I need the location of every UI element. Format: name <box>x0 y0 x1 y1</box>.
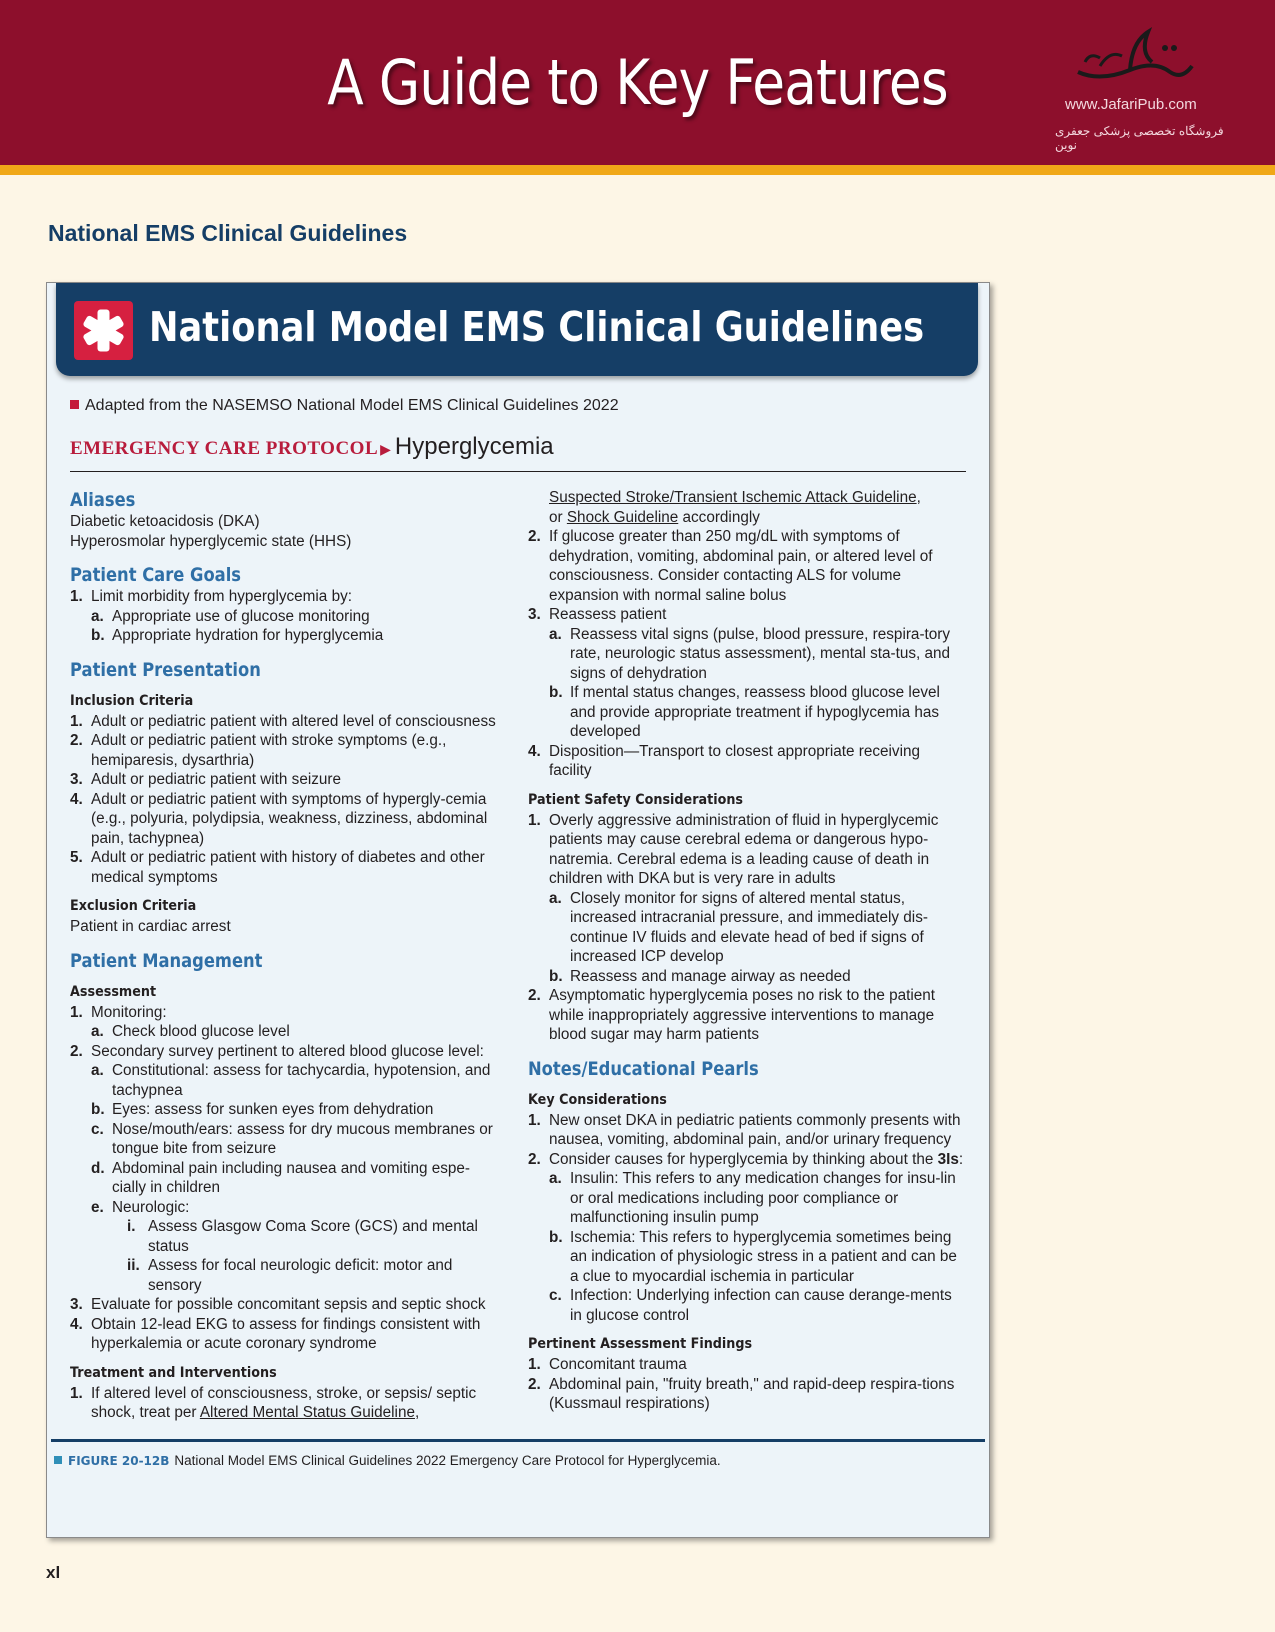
calligraphy-logo-icon <box>1070 22 1200 92</box>
list-item: 1. Overly aggressive administration of fluid in hyperglycemic patients may cause cerebral edema or dangerous hypo-natremia. Cerebral edema is a leading cause of death in children with DKA but is very rare in adults <box>528 811 939 887</box>
adapted-note <box>70 397 619 415</box>
protocol-heading <box>70 433 554 461</box>
alias-item: Hyperosmolar hyperglycemic state (HHS) <box>70 532 352 550</box>
list-item: 1. New onset DKA in pediatric patients commonly presents with nausea, vomiting, abdominal pain, and/or urinary frequency <box>528 1111 961 1148</box>
exclusion-heading: Exclusion Criteria <box>70 898 197 914</box>
list-item: ii. Assess for focal neurologic deficit: motor and sensory <box>127 1257 453 1294</box>
list-item: i. Assess Glasgow Coma Score (GCS) and mental status <box>127 1218 478 1255</box>
list-item: 1. Concomitant trauma <box>528 1356 687 1373</box>
divider <box>70 471 966 472</box>
panel-title: National Model EMS Clinical Guidelines <box>149 303 925 351</box>
list-item-continued: Suspected Stroke/Transient Ischemic Attack Guideline, or Shock Guideline accordingly <box>549 489 921 526</box>
aliases-heading: Aliases <box>70 489 136 511</box>
list-item: a. Closely monitor for signs of altered mental status, increased intracranial pressure, and immediately dis-continue IV fluids and elevate head of bed if signs of increased ICP develop <box>549 889 928 965</box>
altered-mental-status-link[interactable]: Altered Mental Status Guideline <box>199 1404 415 1421</box>
protocol-label: EMERGENCY CARE PROTOCOL <box>70 438 379 459</box>
publisher-logo <box>1055 22 1224 152</box>
logo-persian-text: فروشگاه تخصصی پزشکی جعفری نوین <box>1055 124 1224 152</box>
protocol-topic: Hyperglycemia <box>394 433 554 460</box>
exclusion-text: Patient in cardiac arrest <box>70 918 231 935</box>
key-considerations-heading: Key Considerations <box>528 1091 667 1108</box>
header-banner <box>0 0 1275 165</box>
management-heading: Patient Management <box>70 949 263 972</box>
list-item: 1. Limit morbidity from hyperglycemia by: <box>70 588 352 605</box>
logo-url: www.JafariPub.com <box>1065 96 1197 113</box>
caption-text: National Model EMS Clinical Guidelines 2022 Emergency Care Protocol for Hyperglycemia. <box>174 1453 721 1468</box>
list-item: b. Eyes: assess for sunken eyes from dehydration <box>91 1101 434 1118</box>
figure-number: FIGURE 20-12B <box>68 1454 170 1468</box>
caption-square-icon <box>54 1456 62 1464</box>
list-item: b. Ischemia: This refers to hyperglycemia sometimes being an indication of physiologic stress in a patient and can be a clue to myocardial ischemia in particular <box>549 1228 957 1285</box>
list-item: 2. If glucose greater than 250 mg/dL with symptoms of dehydration, vomiting, abdominal pain, or altered level of consciousness. Consider contacting ALS for volume expansion with normal saline bolus <box>528 528 933 604</box>
list-item: e. Neurologic: <box>91 1198 190 1216</box>
alias-item: Diabetic ketoacidosis (DKA) <box>70 513 260 530</box>
list-item: a. Reassess vital signs (pulse, blood pressure, respira-tory rate, neurologic status assessment), mental sta-tus, and signs of dehydration <box>549 625 951 682</box>
list-item: 1. Monitoring: <box>70 1003 167 1021</box>
shock-guideline-link[interactable]: Shock Guideline <box>566 508 679 526</box>
list-item: 2. Consider causes for hyperglycemia by thinking about the 3Is: <box>528 1150 964 1168</box>
stroke-tia-link[interactable]: Suspected Stroke/Transient Ischemic Attack Guideline <box>549 489 917 506</box>
list-item: a. Insulin: This refers to any medication changes for insu-lin or oral medications including poor compliance or malfunctioning insulin pump <box>549 1170 956 1226</box>
presentation-heading: Patient Presentation <box>70 658 261 681</box>
treatment-heading: Treatment and Interventions <box>70 1364 277 1381</box>
figure-caption <box>54 1453 721 1468</box>
list-item: 4. Adult or pediatric patient with symptoms of hypergly-cemia (e.g., polyuria, polydipsia, weakness, dizziness, abdominal pain, tachypnea) <box>70 790 488 847</box>
star-of-life-badge <box>74 301 133 360</box>
adapted-text: Adapted from the NASEMSO National Model EMS Clinical Guidelines 2022 <box>85 397 619 414</box>
list-item: 3. Reassess patient <box>528 606 667 623</box>
list-item: 3. Evaluate for possible concomitant sepsis and septic shock <box>70 1296 486 1313</box>
list-item: a. Appropriate use of glucose monitoring <box>91 607 370 625</box>
inclusion-heading: Inclusion Criteria <box>70 692 194 709</box>
section-title: National EMS Clinical Guidelines <box>48 220 408 246</box>
triangle-arrow-icon: ▶ <box>380 441 391 457</box>
list-item: d. Abdominal pain including nausea and vomiting espe-cially in children <box>91 1159 471 1196</box>
banner-stripe <box>0 165 1275 175</box>
list-item: 4. Obtain 12-lead EKG to assess for findings consistent with hyperkalemia or acute coronary syndrome <box>70 1315 481 1352</box>
safety-heading: Patient Safety Considerations <box>528 791 744 808</box>
list-item: 5. Adult or pediatric patient with history of diabetes and other medical symptoms <box>70 849 485 886</box>
list-item: 2. Adult or pediatric patient with stroke symptoms (e.g., hemiparesis, dysarthria) <box>70 732 447 769</box>
banner-title: A Guide to Key Features <box>327 46 948 119</box>
page-number: xl <box>46 1563 61 1582</box>
list-item: 2. Abdominal pain, "fruity breath," and rapid-deep respira-tions (Kussmaul respirations) <box>528 1375 955 1412</box>
list-item: a. Check blood glucose level <box>91 1023 290 1040</box>
list-item: 3. Adult or pediatric patient with seizure <box>70 771 341 788</box>
panel-header <box>56 283 978 376</box>
star-of-life-icon <box>78 305 129 356</box>
left-column <box>70 488 500 1423</box>
right-column <box>528 488 966 1414</box>
bullet-square-icon <box>70 400 79 409</box>
list-item: b. If mental status changes, reassess blood glucose level and provide appropriate treatment if hypoglycemia has developed <box>549 684 940 740</box>
notes-heading: Notes/Educational Pearls <box>528 1057 759 1080</box>
list-item: 4. Disposition—Transport to closest appropriate receiving facility <box>528 742 920 779</box>
list-item: 2. Secondary survey pertinent to altered blood glucose level: <box>70 1042 484 1060</box>
list-item: a. Constitutional: assess for tachycardia, hypotension, and tachypnea <box>91 1062 491 1099</box>
list-item: b. Appropriate hydration for hyperglycemia <box>91 627 384 644</box>
findings-heading: Pertinent Assessment Findings <box>528 1336 753 1352</box>
care-goals-heading: Patient Care Goals <box>70 564 242 586</box>
list-item: c. Infection: Underlying infection can cause derange-ments in glucose control <box>549 1287 952 1324</box>
assessment-heading: Assessment <box>70 983 157 1000</box>
caption-divider <box>51 1439 985 1442</box>
list-item: 2. Asymptomatic hyperglycemia poses no risk to the patient while inappropriately aggressive interventions to manage blood sugar may harm patients <box>528 987 935 1043</box>
list-item: b. Reassess and manage airway as needed <box>549 967 851 985</box>
list-item: 1. If altered level of consciousness, stroke, or sepsis/ septic shock, treat per Altered Mental Status Guideline, <box>70 1384 477 1421</box>
guideline-panel <box>46 282 990 1538</box>
list-item: c. Nose/mouth/ears: assess for dry mucous membranes or tongue bite from seizure <box>91 1120 493 1157</box>
list-item: 1. Adult or pediatric patient with altered level of consciousness <box>70 712 496 730</box>
